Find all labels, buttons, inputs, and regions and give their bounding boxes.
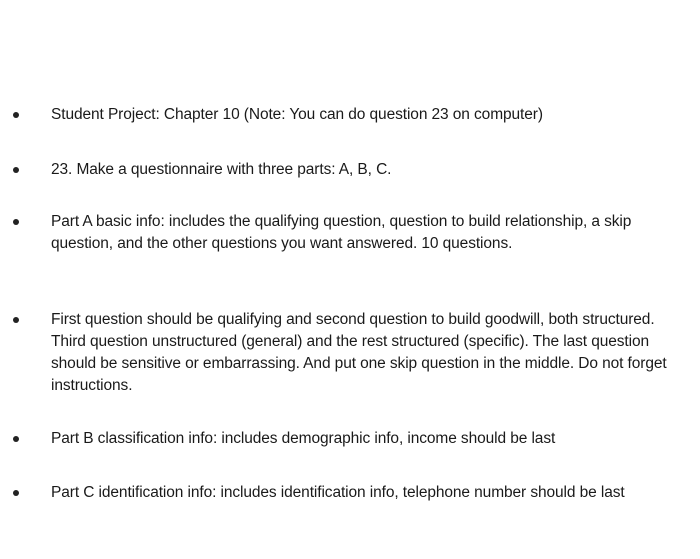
list-item-text: 23. Make a questionnaire with three parts: A, B, C. [51,161,392,178]
bullet-icon [13,112,19,118]
list-item-text: Student Project: Chapter 10 (Note: You can do question 23 on computer) [51,106,543,123]
bullet-icon [13,219,19,225]
bullet-icon [13,167,19,173]
list-item-text: Part A basic info: includes the qualifying question, question to build relationship, a skip question, and the other questions you want answered. 10 questions. [51,213,632,252]
bullet-icon [13,490,19,496]
bullet-icon [13,317,19,323]
list-item-text: Part B classification info: includes demographic info, income should be last [51,430,556,447]
list-item-text: First question should be qualifying and second question to build goodwill, both structured. Third question unstructured (general) and the rest structured (specific). The last question should be sensitive or embarrassing. And put one skip question in the middle. Do not forget instructions. [51,311,667,394]
bullet-icon [13,436,19,442]
list-item-text: Part C identification info: includes identification info, telephone number should be last [51,484,625,501]
